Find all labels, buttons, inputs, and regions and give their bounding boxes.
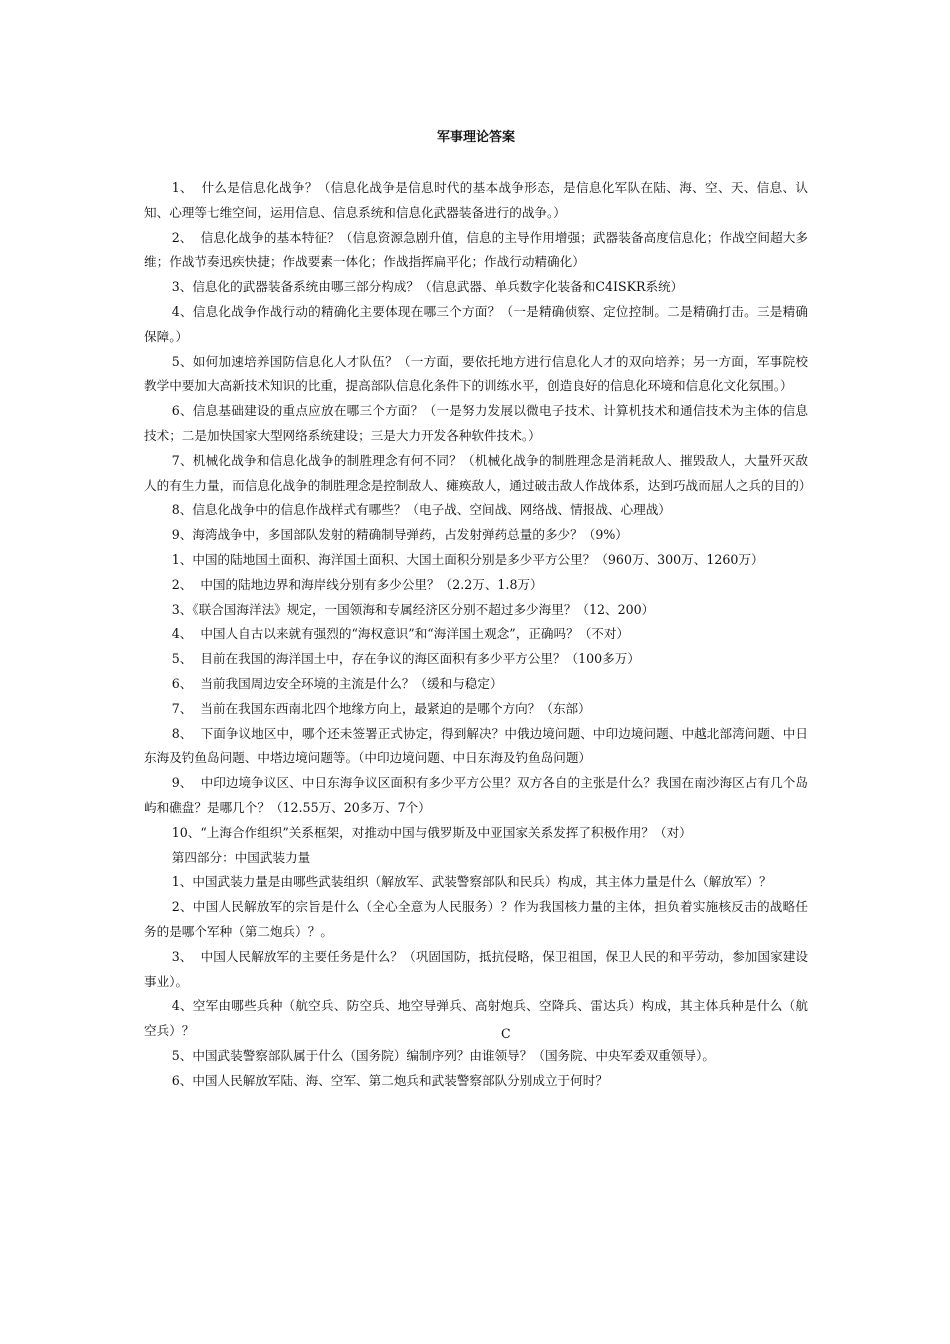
paragraph: 2、 中国的陆地边界和海岸线分别有多少公里？（2.2万、1.8万） <box>171 576 543 592</box>
section-heading: 第四部分：中国武装力量 <box>171 849 311 865</box>
document-title: 军事理论答案 <box>436 130 515 145</box>
paragraph: 5、 目前在我国的海洋国土中，存在争议的海区面积有多少平方公里？（100多万） <box>171 651 640 667</box>
stray-mark: C <box>501 1026 511 1041</box>
paragraph: 7、 当前在我国东西南北四个地缘方向上，最紧迫的是哪个方向？（东部） <box>171 700 591 716</box>
paragraph: 7、机械化战争和信息化战争的制胜理念有何不同？（机械化战争的制胜理念是消耗敌人、摧毁敌人，大量歼灭敌人的有生力量，而信息化战争的制胜理念是控制敌人、瘫痪敌人，通过破击敌人作战体系，达到巧战而屈人之兵的目的） <box>144 452 812 493</box>
paragraph: 6、中国人民解放军陆、海、空军、第二炮兵和武装警察部队分别成立于何时？ <box>171 1072 608 1088</box>
paragraph: 2、中国人民解放军的宗旨是什么（全心全意为人民服务）？作为我国核力量的主体，担负着实施核反击的战略任务的是哪个军种（第二炮兵）？。 <box>144 899 808 939</box>
paragraph: 2、 信息化战争的基本特征？（信息资源急剧升值，信息的主导作用增强；武器装备高度信息化；作战空间超大多维；作战节奏迅疾快捷；作战要素一体化；作战指挥扁平化；作战行动精确化） <box>144 229 808 270</box>
document-body <box>144 176 812 1093</box>
paragraph: 3、《联合国海洋法》规定，一国领海和专属经济区分别不超过多少海里？（12、200） <box>171 601 655 617</box>
paragraph: 3、 中国人民解放军的主要任务是什么？（巩固国防，抵抗侵略，保卫祖国，保卫人民的和平劳动，参加国家建设事业）。 <box>144 948 808 989</box>
paragraph: 4、信息化战争作战行动的精确化主要体现在哪三个方面？（一是精确侦察、定位控制。二是精确打击。三是精确保障。） <box>144 303 808 344</box>
paragraph: 1、中国武装力量是由哪些武装组织（解放军、武装警察部队和民兵）构成，其主体力量是什么（解放军）？ <box>171 874 772 890</box>
paragraph: 6、信息基础建设的重点应放在哪三个方面？（一是努力发展以微电子技术、计算机技术和通信技术为主体的信息技术；二是加快国家大型网络系统建设；三是大力开发各种软件技术。） <box>144 403 808 443</box>
paragraph: 8、 下面争议地区中，哪个还未签署正式协定，得到解决？中俄边境问题、中印边境问题、中越北部湾问题、中日东海及钓鱼岛问题、中塔边境问题等。（中印边境问题、中日东海及钓鱼岛问题） <box>144 725 808 766</box>
paragraph: 3、信息化的武器装备系统由哪三部分构成？（信息武器、单兵数字化装备和C4ISKR系统） <box>171 279 684 295</box>
paragraph: 5、中国武装警察部队属于什么（国务院）编制序列？由谁领导？（国务院、中央军委双重领导）。 <box>171 1047 715 1063</box>
paragraph: 4、 中国人自古以来就有强烈的“海权意识”和“海洋国土观念”，正确吗？（不对） <box>171 626 630 642</box>
paragraph: 8、信息化战争中的信息作战样式有哪些？（电子战、空间战、网络战、情报战、心理战） <box>171 502 671 518</box>
paragraph: 10、“上海合作组织”关系框架，对推动中国与俄罗斯及中亚国家关系发挥了积极作用？（对） <box>171 824 692 840</box>
paragraph: 9、海湾战争中，多国部队发射的精确制导弹药，占发射弹药总量的多少？（9%） <box>171 527 628 543</box>
paragraph: 9、 中印边境争议区、中日东海争议区面积有多少平方公里？双方各自的主张是什么？我国在南沙海区占有几个岛屿和礁盘？是哪几个？（12.55万、20多万、7个） <box>144 775 808 815</box>
paragraph: 4、空军由哪些兵种（航空兵、防空兵、地空导弹兵、高射炮兵、空降兵、雷达兵）构成，其主体兵种是什么（航空兵）？ <box>144 998 808 1039</box>
paragraph: 6、 当前我国周边安全环境的主流是什么？（缓和与稳定） <box>171 675 503 691</box>
paragraph: 1、中国的陆地国土面积、海洋国土面积、大国土面积分别是多少平方公里？（960万、300万、1260万） <box>171 551 764 567</box>
paragraph: 5、如何加速培养国防信息化人才队伍？（一方面，要依托地方进行信息化人才的双向培养；另一方面，军事院校教学中要加大高新技术知识的比重，提高部队信息化条件下的训练水平，创造良好的信息化环境和信息化文化氛围。） <box>144 353 808 394</box>
paragraph: 1、 什么是信息化战争？（信息化战争是信息时代的基本战争形态，是信息化军队在陆、海、空、天、信息、认知、心理等七维空间，运用信息、信息系统和信息化武器装备进行的战争。） <box>144 180 808 220</box>
